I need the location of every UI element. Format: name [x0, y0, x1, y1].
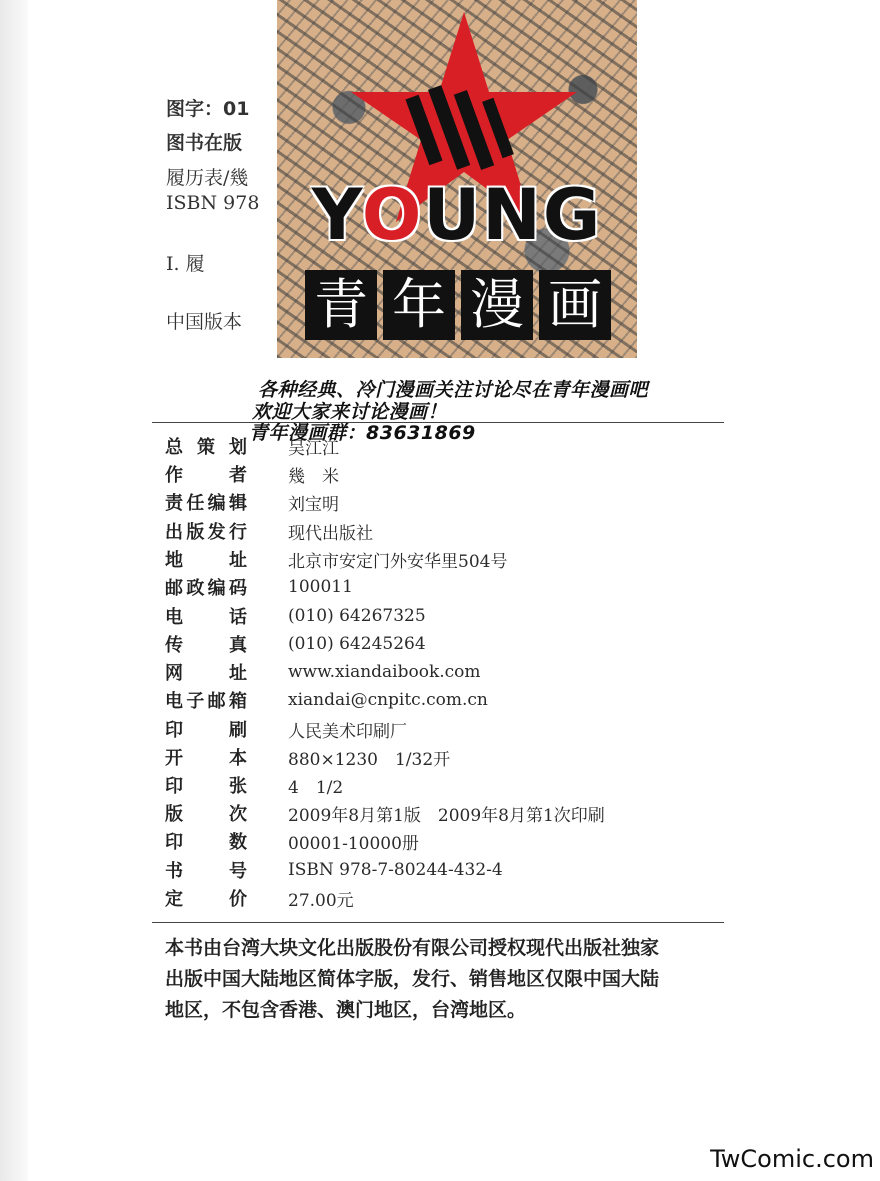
row-value: 27.00元	[288, 890, 354, 911]
scan-gutter	[0, 0, 28, 1181]
row-label: 网址	[165, 663, 247, 684]
row-label: 印张	[165, 776, 247, 797]
row-label: 传真	[165, 635, 247, 656]
colophon-row	[165, 687, 488, 713]
notice-line: 地区，不包含香港、澳门地区，台湾地区。	[165, 999, 527, 1021]
colophon-row	[165, 828, 419, 854]
row-value: 吴江江	[288, 438, 339, 459]
logo-char: 青	[305, 270, 377, 340]
young-comic-poster	[277, 0, 637, 358]
notice-line: 本书由台湾大块文化出版股份有限公司授权现代出版社独家	[165, 937, 660, 959]
row-label: 邮政编码	[165, 578, 247, 599]
colophon-row	[165, 489, 339, 515]
colophon-row	[165, 603, 426, 629]
cip-line: 履历表/幾	[166, 167, 249, 189]
cip-line: 图字：01	[166, 98, 250, 120]
colophon-row	[165, 800, 605, 826]
logo-char: 画	[539, 270, 611, 340]
row-value: 100011	[288, 577, 353, 597]
young-logo-o: O	[361, 174, 424, 256]
bottom-rule	[152, 922, 724, 923]
colophon-row	[165, 744, 451, 770]
cip-line: ISBN 978	[166, 192, 260, 214]
cip-line: 图书在版	[166, 132, 243, 154]
row-value: xiandai@cnpitc.com.cn	[288, 690, 488, 710]
row-value: 00001-10000册	[288, 833, 419, 854]
row-label: 出版发行	[165, 522, 247, 543]
chinese-logo	[305, 270, 611, 340]
logo-char: 年	[383, 270, 455, 340]
young-logo-prefix: Y	[311, 174, 362, 256]
row-label: 总策划	[165, 437, 247, 458]
row-value: 幾 米	[288, 466, 339, 487]
row-value: 4 1/2	[288, 777, 344, 798]
row-value: www.xiandaibook.com	[288, 662, 481, 682]
row-label: 作者	[165, 465, 247, 486]
row-label: 责任编辑	[165, 493, 247, 514]
colophon-row	[165, 659, 481, 685]
promo-line: 青年漫画群：83631869	[249, 422, 476, 444]
top-rule	[152, 422, 724, 423]
row-value: 人民美术印刷厂	[288, 721, 407, 742]
row-label: 电子邮箱	[165, 691, 247, 712]
row-label: 开本	[165, 748, 247, 769]
colophon-row	[165, 772, 344, 798]
license-notice	[165, 933, 725, 1026]
colophon-row	[165, 433, 339, 459]
row-value: 北京市安定门外安华里504号	[288, 551, 508, 572]
row-label: 电话	[165, 607, 247, 628]
young-logo-text	[307, 174, 607, 256]
row-label: 印刷	[165, 720, 247, 741]
colophon-row	[165, 857, 503, 883]
colophon-row	[165, 518, 373, 544]
row-label: 地址	[165, 550, 247, 571]
row-value: 现代出版社	[288, 523, 373, 544]
row-label: 书号	[165, 861, 247, 882]
young-logo-suffix: UNG	[423, 174, 603, 256]
row-label: 定价	[165, 889, 247, 910]
colophon-row	[165, 574, 353, 600]
row-value: 2009年8月第1版 2009年8月第1次印刷	[288, 805, 605, 826]
cip-line: 中国版本	[166, 311, 243, 333]
row-value: (010) 64267325	[288, 606, 426, 626]
notice-line: 出版中国大陆地区简体字版，发行、销售地区仅限中国大陆	[165, 968, 660, 990]
site-watermark: TwComic.com	[710, 1145, 874, 1173]
colophon-row	[165, 631, 426, 657]
row-value: 880×1230 1/32开	[288, 749, 451, 770]
colophon-row	[165, 885, 354, 911]
colophon-row	[165, 461, 339, 487]
row-value: (010) 64245264	[288, 634, 426, 654]
row-label: 印数	[165, 832, 247, 853]
logo-char: 漫	[461, 270, 533, 340]
row-value: 刘宝明	[288, 494, 339, 515]
row-value: ISBN 978-7-80244-432-4	[288, 860, 503, 880]
colophon-row	[165, 716, 407, 742]
cip-line: Ⅰ. 履	[166, 253, 205, 275]
colophon-row	[165, 546, 508, 572]
promo-line: 各种经典、冷门漫画关注讨论尽在青年漫画吧	[258, 379, 649, 401]
promo-line: 欢迎大家来讨论漫画！	[252, 401, 448, 423]
row-label: 版次	[165, 804, 247, 825]
